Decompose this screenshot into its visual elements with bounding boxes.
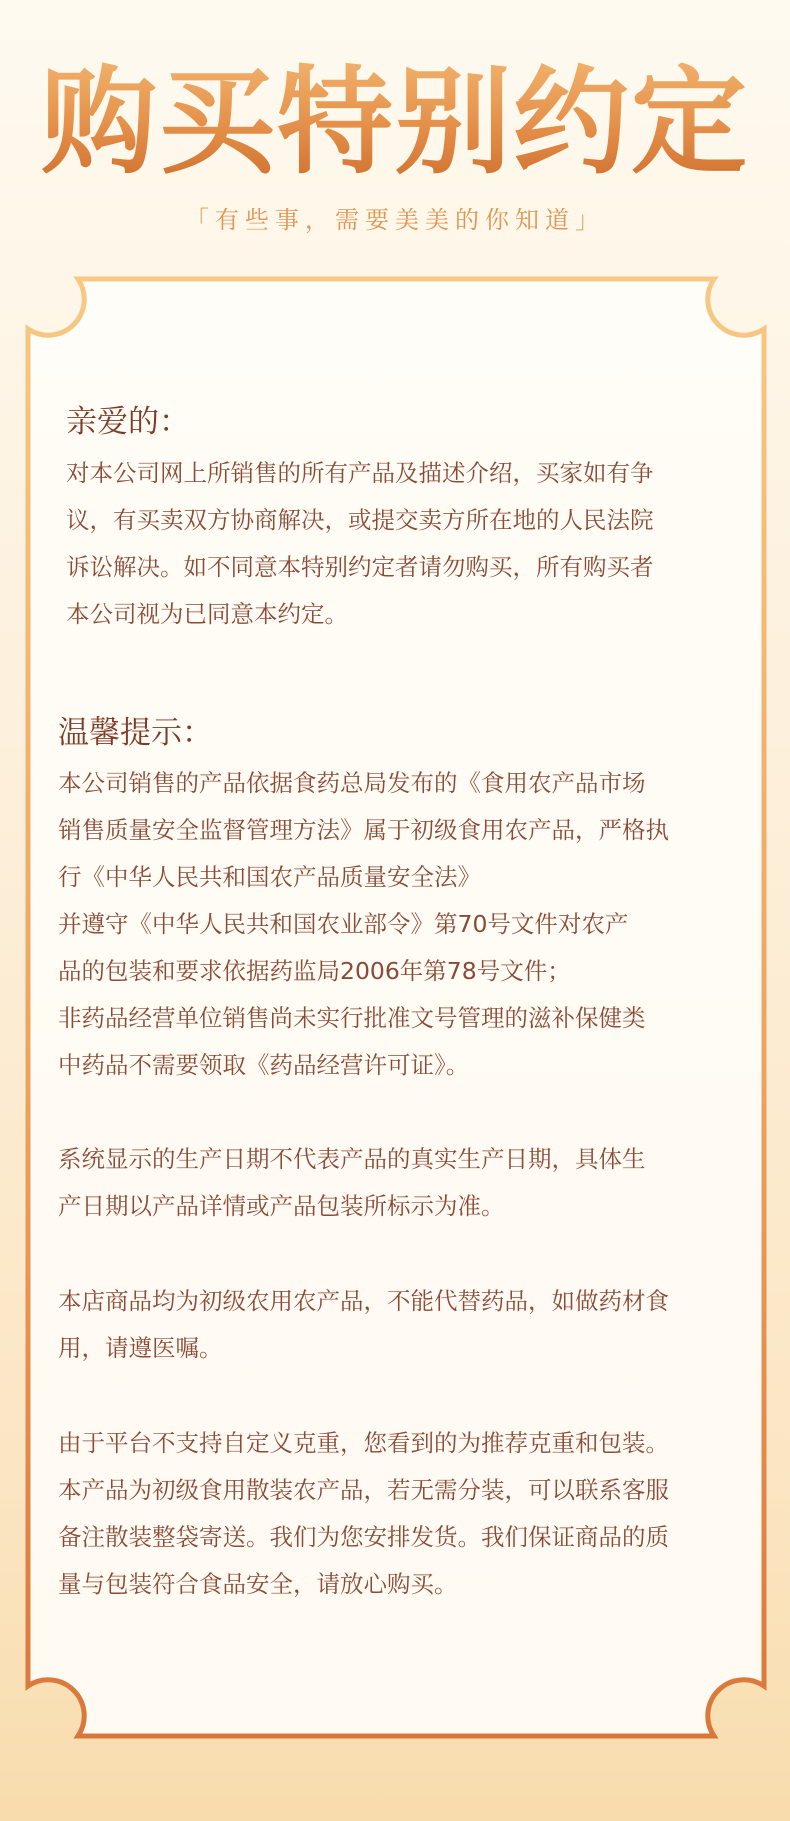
tips-heading: 温馨提示：: [58, 715, 213, 751]
paragraph-line: 非药品经营单位销售尚未实行批准文号管理的滋补保健类: [58, 1004, 646, 1032]
greeting-heading: 亲爱的：: [66, 404, 190, 440]
page-title: 购买特别约定: [0, 52, 790, 192]
paragraph-line: 议，有买卖双方协商解决，或提交卖方所在地的人民法院: [66, 506, 654, 534]
paragraph-line: 诉讼解决。如不同意本特别约定者请勿购买，所有购买者: [66, 553, 654, 581]
paragraph-line: 产日期以产品详情或产品包装所标示为准。: [58, 1192, 505, 1220]
paragraph-line: 品的包装和要求依据药监局2006年第78号文件；: [58, 957, 571, 985]
paragraph-line: 系统显示的生产日期不代表产品的真实生产日期，具体生: [58, 1145, 646, 1173]
tips-paragraph-packaging: [58, 1420, 669, 1608]
paragraph-line: 备注散装整袋寄送。我们为您安排发货。我们保证商品的质: [58, 1523, 669, 1551]
page-subtitle: 「有些事，需要美美的你知道」: [185, 206, 605, 234]
paragraph-line: 并遵守《中华人民共和国农业部令》第70号文件对农产: [58, 910, 629, 938]
paragraph-line: 销售质量安全监督管理方法》属于初级食用农产品，严格执: [58, 816, 669, 844]
paragraph-line: 本公司销售的产品依据食药总局发布的《食用农产品市场: [58, 769, 646, 797]
tips-paragraph-production-date: [58, 1136, 646, 1230]
agreement-paragraph: [66, 450, 654, 638]
tips-paragraph-medical: [58, 1278, 669, 1372]
tips-paragraph-regulations: [58, 760, 669, 1089]
paragraph-line: 中药品不需要领取《药品经营许可证》。: [58, 1051, 470, 1079]
paragraph-line: 本店商品均为初级农用农产品，不能代替药品，如做药材食: [58, 1287, 669, 1315]
paragraph-line: 用，请遵医嘱。: [58, 1334, 223, 1362]
paragraph-line: 由于平台不支持自定义克重，您看到的为推荐克重和包装。: [58, 1429, 669, 1457]
paragraph-line: 本产品为初级食用散装农产品，若无需分装，可以联系客服: [58, 1476, 669, 1504]
paragraph-line: 量与包装符合食品安全，请放心购买。: [58, 1570, 458, 1598]
paragraph-line: 行《中华人民共和国农产品质量安全法》: [58, 863, 481, 891]
paragraph-line: 对本公司网上所销售的所有产品及描述介绍，买家如有争: [66, 459, 654, 487]
paragraph-line: 本公司视为已同意本约定。: [66, 600, 348, 628]
